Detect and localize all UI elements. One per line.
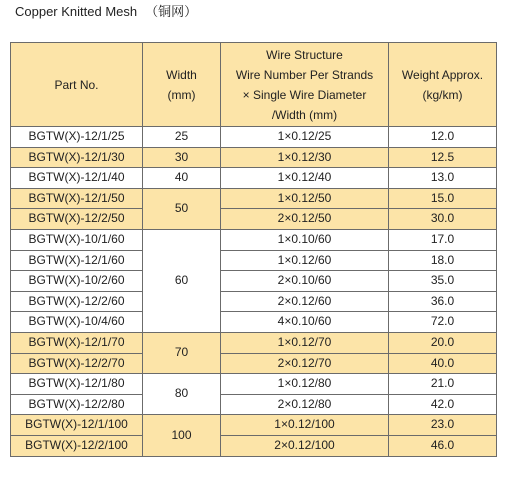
part-no-cell: BGTW(X)-10/1/60: [11, 229, 143, 250]
part-no-cell: BGTW(X)-12/1/30: [11, 147, 143, 168]
structure-cell: 2×0.12/70: [221, 353, 389, 374]
weight-cell: 15.0: [389, 188, 497, 209]
weight-cell: 30.0: [389, 209, 497, 230]
weight-cell: 36.0: [389, 291, 497, 312]
structure-cell: 1×0.10/60: [221, 229, 389, 250]
table-row: [11, 250, 497, 271]
part-no-cell: BGTW(X)-12/2/100: [11, 435, 143, 456]
weight-cell: 20.0: [389, 332, 497, 353]
table-row: [11, 332, 497, 353]
weight-cell: 42.0: [389, 394, 497, 415]
weight-cell: 46.0: [389, 435, 497, 456]
table-row: [11, 127, 497, 148]
table-row: [11, 147, 497, 168]
part-no-cell: BGTW(X)-12/2/70: [11, 353, 143, 374]
structure-cell: 2×0.12/60: [221, 291, 389, 312]
table-row: [11, 435, 497, 456]
width-cell: 30: [143, 147, 221, 168]
weight-cell: 12.0: [389, 127, 497, 148]
structure-cell: 2×0.12/50: [221, 209, 389, 230]
structure-cell: 1×0.12/50: [221, 188, 389, 209]
table-row: [11, 394, 497, 415]
page-title: [15, 3, 197, 21]
table-row: [11, 209, 497, 230]
width-cell: 100: [143, 415, 221, 456]
width-cell: 80: [143, 374, 221, 415]
title-chinese: （铜网）: [145, 4, 198, 19]
table-row: [11, 353, 497, 374]
table-row: [11, 374, 497, 395]
part-no-cell: BGTW(X)-12/2/80: [11, 394, 143, 415]
part-no-cell: BGTW(X)-12/1/60: [11, 250, 143, 271]
structure-cell: 1×0.12/25: [221, 127, 389, 148]
weight-cell: 21.0: [389, 374, 497, 395]
title-text: Copper Knitted Mesh: [15, 4, 138, 19]
width-cell: 25: [143, 127, 221, 148]
structure-cell: 1×0.12/30: [221, 147, 389, 168]
weight-cell: 13.0: [389, 168, 497, 189]
width-cell: 40: [143, 168, 221, 189]
structure-cell: 2×0.10/60: [221, 271, 389, 292]
table-row: [11, 168, 497, 189]
part-no-cell: BGTW(X)-12/1/40: [11, 168, 143, 189]
table-row: [11, 271, 497, 292]
table-header-row: [11, 43, 497, 127]
weight-cell: 35.0: [389, 271, 497, 292]
structure-cell: 2×0.12/80: [221, 394, 389, 415]
part-no-cell: BGTW(X)-12/1/100: [11, 415, 143, 436]
table-row: [11, 291, 497, 312]
structure-cell: 2×0.12/100: [221, 435, 389, 456]
part-no-cell: BGTW(X)-12/2/60: [11, 291, 143, 312]
structure-cell: 1×0.12/100: [221, 415, 389, 436]
structure-cell: 1×0.12/80: [221, 374, 389, 395]
width-cell: 50: [143, 188, 221, 229]
part-no-cell: BGTW(X)-10/4/60: [11, 312, 143, 333]
header-wire-structure: Wire Structure Wire Number Per Strands × Single Wire Diameter /Width (mm): [221, 43, 389, 127]
weight-cell: 40.0: [389, 353, 497, 374]
width-cell: 70: [143, 332, 221, 373]
weight-cell: 23.0: [389, 415, 497, 436]
table-row: [11, 229, 497, 250]
header-width: Width (mm): [143, 43, 221, 127]
structure-cell: 4×0.10/60: [221, 312, 389, 333]
table-row: [11, 312, 497, 333]
header-part-no: Part No.: [11, 43, 143, 127]
table-row: [11, 415, 497, 436]
part-no-cell: BGTW(X)-10/2/60: [11, 271, 143, 292]
table-row: [11, 188, 497, 209]
weight-cell: 18.0: [389, 250, 497, 271]
part-no-cell: BGTW(X)-12/1/50: [11, 188, 143, 209]
spec-table: [10, 42, 497, 457]
part-no-cell: BGTW(X)-12/2/50: [11, 209, 143, 230]
weight-cell: 72.0: [389, 312, 497, 333]
structure-cell: 1×0.12/70: [221, 332, 389, 353]
weight-cell: 12.5: [389, 147, 497, 168]
part-no-cell: BGTW(X)-12/1/80: [11, 374, 143, 395]
weight-cell: 17.0: [389, 229, 497, 250]
part-no-cell: BGTW(X)-12/1/70: [11, 332, 143, 353]
structure-cell: 1×0.12/60: [221, 250, 389, 271]
part-no-cell: BGTW(X)-12/1/25: [11, 127, 143, 148]
width-cell: 60: [143, 229, 221, 332]
header-weight: Weight Approx. (kg/km): [389, 43, 497, 127]
structure-cell: 1×0.12/40: [221, 168, 389, 189]
